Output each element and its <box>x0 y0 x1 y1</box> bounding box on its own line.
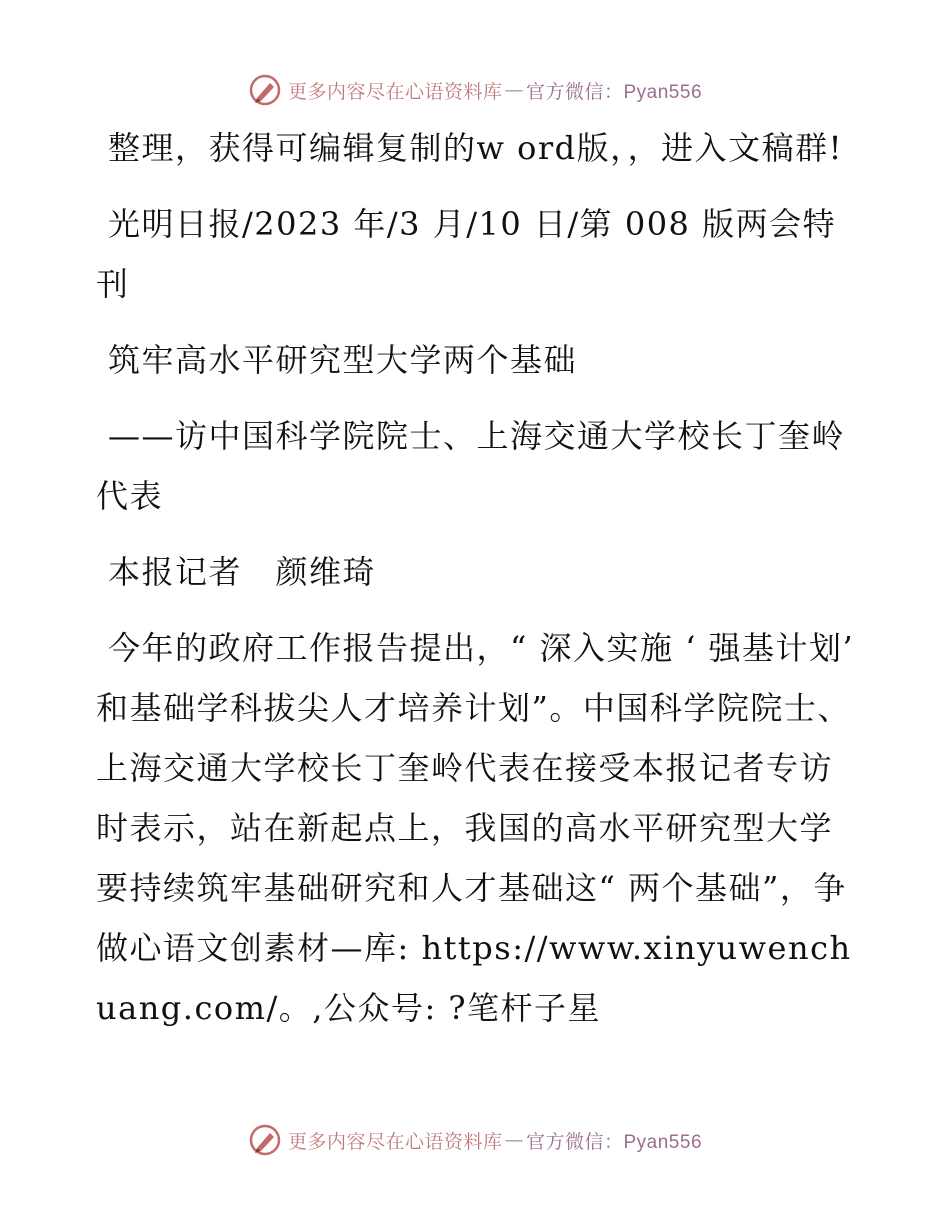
header-separator: — <box>504 79 524 101</box>
footer-contact-text: 官方微信：Pyan556 <box>526 1131 703 1153</box>
document-body <box>96 118 856 1054</box>
article-title <box>96 330 856 390</box>
page-footer <box>0 1120 950 1160</box>
pen-logo-icon <box>248 1123 282 1157</box>
page-header <box>0 70 950 110</box>
source-line-paragraph <box>96 194 856 314</box>
pen-logo-icon <box>248 73 282 107</box>
intro-note-paragraph <box>96 118 856 178</box>
header-banner-text: 更多内容尽在心语资料库 <box>287 80 503 103</box>
body-paragraph <box>96 618 856 1038</box>
paragraph-text: 光明日报/2023 年/3 月/10 日/第 008 版两会特刊 <box>96 205 837 303</box>
paragraph-text: 整理，获得可编辑复制的w ord版，，进入文稿群! <box>108 129 843 167</box>
article-subtitle <box>96 406 856 526</box>
paragraph-text: 今年的政府工作报告提出，“ 深入实施 ‘ 强基计划’ 和基础学科拔尖人才培养计划”。中国科学院院士、上海交通大学校长丁奎岭代表在接受本报记者专访时表示，站在新起点上，我国的高水平研究型大学要持续筑牢基础研究和人才基础这“ 两个基础”，争做心语文创素材—库: https://www.xinyuwenchuang.com/。,公众号: ?笔杆子星 <box>96 629 855 1027</box>
footer-banner-text: 更多内容尽在心语资料库 <box>287 1130 503 1153</box>
paragraph-text: 本报记者 颜维琦 <box>108 553 377 591</box>
paragraph-text: 筑牢高水平研究型大学两个基础 <box>108 341 578 379</box>
paragraph-text: ——访中国科学院院士、上海交通大学校长丁奎岭代表 <box>96 417 846 515</box>
header-contact-text: 官方微信：Pyan556 <box>526 81 703 103</box>
byline <box>96 542 856 602</box>
footer-separator: — <box>504 1129 524 1151</box>
